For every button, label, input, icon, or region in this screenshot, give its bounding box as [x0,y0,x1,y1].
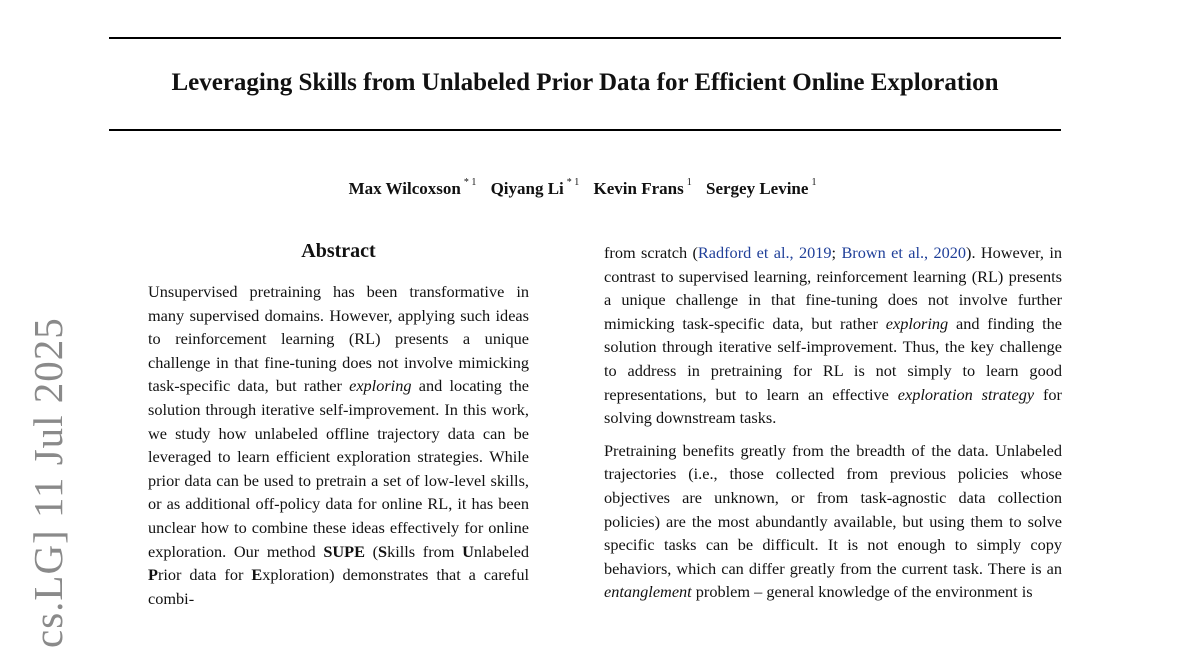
author-affiliation: 1 [686,177,692,188]
acronym-letter: P [148,565,158,585]
text-run: ; [831,243,842,262]
text-emphasis: entanglement [604,582,692,602]
abstract-text-run: kills from [387,541,463,561]
title-rule-bottom [109,129,1061,131]
abstract-text-run: nlabeled [473,541,529,561]
arxiv-stamp: cs.LG] 11 Jul 2025 [25,317,71,648]
author-name: Qiyang Li [490,178,564,198]
abstract-text-run: ( [364,541,379,561]
abstract-text [148,280,529,610]
abstract-emphasis: exploring [349,376,412,396]
acronym-letter: E [251,565,263,585]
title-rule-top [109,37,1061,39]
author-affiliation: * 1 [463,177,477,188]
abstract-text-run: rior data for [157,565,252,585]
text-run: problem – general knowledge of the environment is [691,582,1033,602]
intro-paragraph-2 [604,439,1062,604]
abstract-text-run: xploration) demonstrates that a careful combi- [148,565,529,608]
author-2 [491,179,580,198]
method-name: SUPE [323,541,365,561]
text-run: and finding the solution through iterative self-improvement. Thus, the key challenge to address in pretraining for RL is not simply to learn good representations, but to learn an effective [604,313,1063,404]
author-affiliation: 1 [811,177,817,188]
abstract-text-run: and locating the solution through iterative self-improvement. In this work, we study how unlabeled offline trajectory data can be leveraged to learn efficient exploration strategies. While prior data can be used to pretrain a set of low-level skills, or as additional off-policy data for online RL, it has been unclear how to combine these ideas effectively for online exploration. Our method [148,376,529,561]
text-run: for solving downstream tasks. [604,384,1062,428]
author-1 [349,179,477,198]
text-emphasis: exploration strategy [897,384,1035,404]
author-affiliation: * 1 [566,177,580,188]
author-name: Sergey Levine [705,178,809,198]
text-emphasis: exploring [885,313,949,333]
abstract-heading: Abstract [301,240,376,262]
text-run: from scratch ( [604,243,698,262]
paper-title: Leveraging Skills from Unlabeled Prior Data for Efficient Online Exploration [171,69,999,96]
abstract-text-run: Unsupervised pretraining has been transformative in many supervised domains. However, applying such ideas to reinforcement learning (RL) presents a unique challenge in that fine-tuning does not involve mimicking task-specific data, but rather [148,282,529,396]
intro-column [604,241,1062,613]
intro-paragraph-1 [604,241,1062,430]
author-name: Kevin Frans [593,178,684,198]
text-run: ). However, in contrast to supervised learning, reinforcement learning (RL) presents a unique challenge in that fine-tuning does not involve further mimicking task-specific data, but rather [604,243,1063,333]
text-run: Pretraining benefits greatly from the breadth of the data. Unlabeled trajectories (i.e., those collected from previous policies whose objectives are unknown, or from task-agnostic data collection policies) are the most abundantly available, but using them to solve specific tasks can be difficult. It is not enough to simply copy behaviors, which can differ greatly from the current task. There is an [604,440,1062,578]
acronym-letter: U [462,541,474,561]
author-name: Max Wilcoxson [348,178,461,198]
author-3 [594,179,692,198]
author-4 [706,179,816,198]
citation-radford-2019[interactable]: Radford et al., 2019 [697,243,832,262]
acronym-letter: S [378,541,388,561]
author-list [0,173,1165,201]
citation-brown-2020[interactable]: Brown et al., 2020 [841,243,967,262]
